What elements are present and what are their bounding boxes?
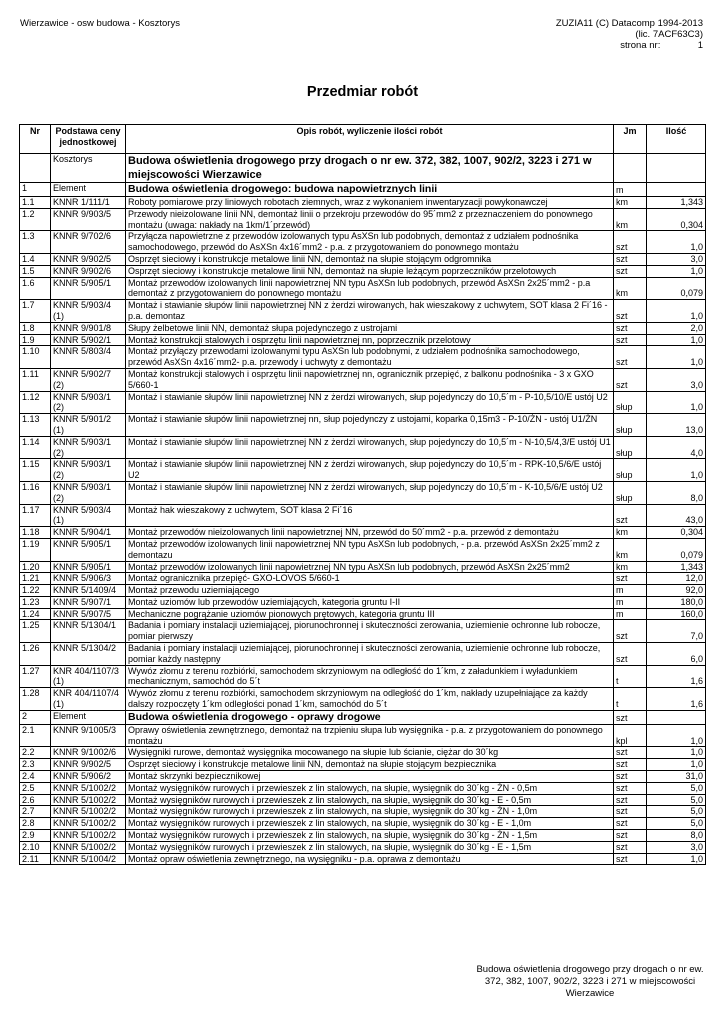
row-unit: szt (614, 231, 647, 254)
row-quantity: 1,0 (647, 231, 706, 254)
row-quantity: 3,0 (647, 368, 706, 391)
row-unit: m (614, 608, 647, 620)
row-quantity: 5,0 (647, 818, 706, 830)
row-quantity: 0,304 (647, 208, 706, 231)
row-unit: słup (614, 414, 647, 437)
row-quantity: 2,0 (647, 322, 706, 334)
table-row (20, 197, 706, 209)
row-basis: KNNR 5/903/4 (1) (51, 504, 126, 527)
row-quantity: 3,0 (647, 841, 706, 853)
row-basis: KNNR 9/902/5 (51, 253, 126, 265)
row-description: Wywóz złomu z terenu rozbiórki, samochodem skrzyniowym na odległość do 1´km, z załadunkiem i wyładunkiem mechanicznym, samochód do 5´t (126, 665, 614, 688)
row-quantity: 1,6 (647, 665, 706, 688)
row-unit: szt (614, 334, 647, 346)
row-number: 1.13 (20, 414, 51, 437)
row-unit: t (614, 665, 647, 688)
row-quantity: 5,0 (647, 794, 706, 806)
row-number: 1.21 (20, 573, 51, 585)
row-quantity: 0,079 (647, 538, 706, 561)
row-unit: słup (614, 436, 647, 459)
row-basis: Element (51, 183, 126, 197)
row-basis: KNNR 9/903/5 (51, 208, 126, 231)
row-unit: kpl (614, 724, 647, 747)
row-quantity: 7,0 (647, 620, 706, 643)
row-number: 1.22 (20, 585, 51, 597)
row-basis: KNNR 9/902/6 (51, 265, 126, 277)
table-row (20, 724, 706, 747)
row-number: 1.4 (20, 253, 51, 265)
row-unit: szt (614, 504, 647, 527)
column-header-quantity: Ilość (647, 125, 706, 154)
table-row (20, 782, 706, 794)
row-unit: km (614, 538, 647, 561)
row-number: 1.24 (20, 608, 51, 620)
table-row (20, 759, 706, 771)
table-row (20, 620, 706, 643)
table-row (20, 710, 706, 724)
row-basis: KNNR 5/906/2 (51, 771, 126, 783)
row-unit: km (614, 277, 647, 300)
row-number: 1.9 (20, 334, 51, 346)
row-unit: szt (614, 643, 647, 666)
row-basis: KNNR 5/1002/2 (51, 841, 126, 853)
row-quantity: 5,0 (647, 782, 706, 794)
table-row (20, 265, 706, 277)
row-quantity: 43,0 (647, 504, 706, 527)
row-basis: KNNR 5/903/1 (2) (51, 481, 126, 504)
row-quantity: 1,0 (647, 334, 706, 346)
row-basis: KNNR 5/907/5 (51, 608, 126, 620)
row-basis: Kosztorys (51, 154, 126, 183)
row-basis: KNNR 5/903/4 (1) (51, 300, 126, 323)
row-number: 1.15 (20, 459, 51, 482)
row-basis: KNNR 5/1002/2 (51, 782, 126, 794)
row-basis: KNNR 5/905/1 (51, 277, 126, 300)
table-row (20, 277, 706, 300)
table-row (20, 253, 706, 265)
row-number: 2 (20, 710, 51, 724)
row-description: Przyłącza napowietrzne z przewodów izolowanych typu AsXSn lub podobnych, demontaż z udziałem podnośnika samochodowego, przewód do AsXSn 4x16´mm2 - p.a. z przygotowaniem do ponownego montażu (126, 231, 614, 254)
row-basis: KNNR 5/1409/4 (51, 585, 126, 597)
row-number: 1.8 (20, 322, 51, 334)
row-quantity: 8,0 (647, 830, 706, 842)
row-description: Wysięgniki rurowe, demontaż wysięgnika mocowanego na słupie lub ścianie, ciężar do 30´kg (126, 747, 614, 759)
row-description: Montaż hak wieszakowy z uchwytem, SOT klasa 2 Fi´16 (126, 504, 614, 527)
row-basis: Element (51, 710, 126, 724)
row-quantity: 8,0 (647, 481, 706, 504)
row-basis: KNNR 9/1005/3 (51, 724, 126, 747)
row-basis: KNNR 5/907/1 (51, 596, 126, 608)
row-number: 1.3 (20, 231, 51, 254)
table-row (20, 154, 706, 183)
table-row (20, 334, 706, 346)
row-number: 1.16 (20, 481, 51, 504)
table-header-row (20, 125, 706, 154)
row-basis: KNNR 5/1002/2 (51, 806, 126, 818)
row-number: 2.1 (20, 724, 51, 747)
table-row (20, 391, 706, 414)
row-quantity: 3,0 (647, 253, 706, 265)
row-basis: KNNR 5/902/1 (51, 334, 126, 346)
row-unit: km (614, 561, 647, 573)
row-description: Słupy żelbetowe linii NN, demontaż słupa pojedynczego z ustrojami (126, 322, 614, 334)
software-info: ZUZIA11 (C) Datacomp 1994-2013 (555, 18, 703, 29)
row-number: 1.26 (20, 643, 51, 666)
row-basis: KNNR 5/903/1 (2) (51, 436, 126, 459)
row-number: 1.10 (20, 346, 51, 369)
row-basis: KNNR 5/1304/1 (51, 620, 126, 643)
row-unit: słup (614, 391, 647, 414)
row-description: Montaż i stawianie słupów linii napowietrznej NN z żerdzi wirowanych, słup pojedynczy do 10,5´m - K-10,5/6/E ustój U2 (126, 481, 614, 504)
row-number: 2.3 (20, 759, 51, 771)
row-unit: szt (614, 710, 647, 724)
table-row (20, 300, 706, 323)
row-description: Montaż wysięgników rurowych i przewieszek z lin stalowych, na słupie, wysięgnik do 30´kg - E - 1,0m (126, 818, 614, 830)
row-description: Badania i pomiary instalacji uziemiającej, piorunochronnej i skuteczności zerowania, uziemienie ochronne lub robocze, pomiar pierwszy (126, 620, 614, 643)
row-basis: KNNR 9/1002/6 (51, 747, 126, 759)
row-number (20, 154, 51, 183)
table-row (20, 183, 706, 197)
row-description: Budowa oświetlenia drogowego - oprawy drogowe (126, 710, 614, 724)
table-row (20, 322, 706, 334)
row-description: Montaż konstrukcji stalowych i osprzętu linii napowietrznej nn, poprzecznik przelotowy (126, 334, 614, 346)
row-description: Montaż opraw oświetlenia zewnętrznego, na wysięgniku - p.a. oprawa z demontażu (126, 853, 614, 865)
table-row (20, 841, 706, 853)
row-quantity: 0,304 (647, 527, 706, 539)
footer-caption: Budowa oświetlenia drogowego przy drogach o nr ew. 372, 382, 1007, 902/2, 3223 i 271 w miejscowości Wierzawice (476, 964, 704, 999)
row-number: 1.14 (20, 436, 51, 459)
table-row (20, 504, 706, 527)
row-description: Osprzęt sieciowy i konstrukcje metalowe linii NN, demontaż na słupie stojącym odgromnika (126, 253, 614, 265)
table-row (20, 830, 706, 842)
table-row (20, 231, 706, 254)
table-row (20, 527, 706, 539)
table-row (20, 806, 706, 818)
row-quantity: 6,0 (647, 643, 706, 666)
row-quantity: 1,0 (647, 853, 706, 865)
row-basis: KNR 404/1107/3 (1) (51, 665, 126, 688)
row-quantity: 13,0 (647, 414, 706, 437)
row-quantity: 1,343 (647, 561, 706, 573)
row-description: Montaż uziomów lub przewodów uziemiających, kategoria gruntu I-II (126, 596, 614, 608)
document-header-right (556, 18, 703, 51)
row-basis: KNNR 5/1002/2 (51, 818, 126, 830)
row-number: 1.6 (20, 277, 51, 300)
document-header-left: Wierzawice - osw budowa - Kosztorys (20, 18, 180, 29)
row-description: Budowa oświetlenia drogowego przy drogach o nr ew. 372, 382, 1007, 902/2, 3223 i 271 w miejscowości Wierzawice (126, 154, 614, 183)
row-unit: szt (614, 573, 647, 585)
row-number: 2.5 (20, 782, 51, 794)
row-unit: szt (614, 322, 647, 334)
row-number: 1.7 (20, 300, 51, 323)
row-quantity: 1,0 (647, 265, 706, 277)
row-quantity: 92,0 (647, 585, 706, 597)
row-number: 2.11 (20, 853, 51, 865)
row-description: Montaż i stawianie słupów linii napowietrznej NN z żerdzi wirowanych, słup pojedynczy do 10,5´m - RPK-10,5/6/E ustój U2 (126, 459, 614, 482)
row-description: Osprzęt sieciowy i konstrukcje metalowe linii NN, demontaż na słupie stojącym bezpiecznika (126, 759, 614, 771)
table-row (20, 436, 706, 459)
page-number-line (556, 40, 703, 51)
row-number: 2.10 (20, 841, 51, 853)
table-row (20, 794, 706, 806)
row-description: Montaż przewodu uziemiającego (126, 585, 614, 597)
row-unit: m (614, 596, 647, 608)
row-number: 1.20 (20, 561, 51, 573)
table-row (20, 481, 706, 504)
row-number: 1.18 (20, 527, 51, 539)
table-row (20, 688, 706, 711)
row-description: Osprzęt sieciowy i konstrukcje metalowe linii NN, demontaż na słupie leżącym poprzeczników przelotowych (126, 265, 614, 277)
row-quantity (647, 183, 706, 197)
row-description: Montaż przewodów izolowanych linii napowietrznej NN typu AsXSn lub podobnych, przewód AsXSn 2x25´mm2 - p.a demontaż z przygotowaniem do ponownego montażu (126, 277, 614, 300)
row-description: Montaż skrzynki bezpiecznikowej (126, 771, 614, 783)
row-basis: KNNR 5/905/1 (51, 561, 126, 573)
row-basis: KNNR 5/906/3 (51, 573, 126, 585)
table-row (20, 561, 706, 573)
row-description: Montaż konstrukcji stalowych i osprzętu linii napowietrznej nn, ogranicznik przepięć, z balkonu podnośnika - 3 x GXO 5/660-1 (126, 368, 614, 391)
row-unit: szt (614, 841, 647, 853)
row-description: Oprawy oświetlenia zewnętrznego, demontaż na trzpieniu słupa lub wysięgnika - p.a. z przygotowaniem do ponownego montażu (126, 724, 614, 747)
table-row (20, 853, 706, 865)
row-number: 1.19 (20, 538, 51, 561)
row-basis: KNR 404/1107/4 (1) (51, 688, 126, 711)
row-basis: KNNR 5/901/2 (1) (51, 414, 126, 437)
row-unit: szt (614, 794, 647, 806)
row-quantity: 1,0 (647, 724, 706, 747)
row-quantity: 1,0 (647, 459, 706, 482)
row-description: Montaż i stawianie słupów linii napowietrznej NN z żerdzi wirowanych, słup pojedynczy do 10,5´m - N-10,5/4,3/E ustój U1 (126, 436, 614, 459)
row-unit: słup (614, 481, 647, 504)
row-unit: km (614, 208, 647, 231)
table-row (20, 346, 706, 369)
row-quantity: 5,0 (647, 806, 706, 818)
table-row (20, 368, 706, 391)
row-number: 2.8 (20, 818, 51, 830)
row-basis: KNNR 9/901/8 (51, 322, 126, 334)
page-title: Przedmiar robót (306, 84, 419, 100)
row-basis: KNNR 9/702/6 (51, 231, 126, 254)
row-unit: szt (614, 782, 647, 794)
row-description: Roboty pomiarowe przy liniowych robotach ziemnych, wraz z wykonaniem inwentaryzacji powykonawczej (126, 197, 614, 209)
license-info: (lic. 7ACF63C3) (635, 29, 703, 40)
row-quantity: 1,0 (647, 346, 706, 369)
table-row (20, 608, 706, 620)
estimate-table (19, 124, 706, 865)
row-description: Montaż przyłączy przewodami izolowanymi typu AsXSn lub podobnymi, z udziałem podnośnika samochodowego, przewód AsXSn 4x16´mm2- p.a. przewody i uchwyty z demontażu (126, 346, 614, 369)
row-quantity: 160,0 (647, 608, 706, 620)
row-quantity: 1,6 (647, 688, 706, 711)
row-number: 1.2 (20, 208, 51, 231)
row-basis: KNNR 5/904/1 (51, 527, 126, 539)
row-description: Montaż wysięgników rurowych i przewieszek z lin stalowych, na słupie, wysięgnik do 30´kg - E - 1,5m (126, 841, 614, 853)
row-unit: szt (614, 759, 647, 771)
row-basis: KNNR 5/1002/2 (51, 830, 126, 842)
row-quantity: 180,0 (647, 596, 706, 608)
row-unit: słup (614, 459, 647, 482)
row-quantity: 4,0 (647, 436, 706, 459)
row-unit: szt (614, 830, 647, 842)
row-unit: szt (614, 368, 647, 391)
row-quantity: 1,0 (647, 391, 706, 414)
row-description: Przewody nieizolowane linii NN, demontaż linii o przekroju przewodów do 95´mm2 z przeznaczeniem do ponownego montażu (uwaga: nakłady na 1km/1´przewód) (126, 208, 614, 231)
row-number: 2.2 (20, 747, 51, 759)
row-number: 1 (20, 183, 51, 197)
table-row (20, 208, 706, 231)
row-basis: KNNR 5/1002/2 (51, 794, 126, 806)
table-row (20, 665, 706, 688)
row-unit: szt (614, 265, 647, 277)
row-number: 1.5 (20, 265, 51, 277)
row-unit: szt (614, 853, 647, 865)
row-description: Mechaniczne pogrążanie uziomów pionowych prętowych, kategoria gruntu III (126, 608, 614, 620)
row-description: Montaż i stawianie słupów linii napowietrznej nn, słup pojedynczy z ustojami, koparka 0,15m3 - P-10/ŻN - ustój U1/ŻN (126, 414, 614, 437)
table-row (20, 459, 706, 482)
table-row (20, 573, 706, 585)
table-row (20, 538, 706, 561)
row-description: Montaż wysięgników rurowych i przewieszek z lin stalowych, na słupie, wysięgnik do 30´kg - ŻN - 1,5m (126, 830, 614, 842)
table-row (20, 771, 706, 783)
table-row (20, 818, 706, 830)
row-basis: KNNR 5/902/7 (2) (51, 368, 126, 391)
row-unit (614, 154, 647, 183)
row-description: Montaż i stawianie słupów linii napowietrznej NN z żerdzi wirowanych, słup pojedynczy do 10,5´m - P-10,5/10/E ustój U2 (126, 391, 614, 414)
row-unit: szt (614, 806, 647, 818)
row-number: 1.1 (20, 197, 51, 209)
row-number: 1.17 (20, 504, 51, 527)
row-description: Montaż przewodów izolowanych linii napowietrznej NN typu AsXSn lub podobnych, - p.a. przewód AsXSn 2x25´mm2 z demontazu (126, 538, 614, 561)
row-quantity: 31,0 (647, 771, 706, 783)
column-header-unit: Jm (614, 125, 647, 154)
row-description: Budowa oświetlenia drogowego: budowa napowietrznych linii (126, 183, 614, 197)
column-header-basis: Podstawa ceny jednostkowej (51, 125, 126, 154)
row-unit: t (614, 688, 647, 711)
column-header-nr: Nr (20, 125, 51, 154)
row-unit: szt (614, 771, 647, 783)
table-row (20, 585, 706, 597)
row-quantity (647, 710, 706, 724)
row-description: Badania i pomiary instalacji uziemiającej, piorunochronnej i skuteczności zerowania, uziemienie ochronne lub robocze, pomiar każdy następny (126, 643, 614, 666)
row-description: Wywóz złomu z terenu rozbiórki, samochodem skrzyniowym na odległość do 1´km, nakłady uzupełniające za każdy dalszy rozpoczęty 1´km odległości ponad 1´km, samochód do 5´t (126, 688, 614, 711)
row-number: 1.23 (20, 596, 51, 608)
row-basis: KNNR 5/905/1 (51, 538, 126, 561)
table-row (20, 643, 706, 666)
row-basis: KNNR 5/1304/2 (51, 643, 126, 666)
table-row (20, 596, 706, 608)
row-basis: KNNR 5/1004/2 (51, 853, 126, 865)
page-number: 1 (697, 40, 703, 51)
table-row (20, 414, 706, 437)
row-description: Montaż wysięgników rurowych i przewieszek z lin stalowych, na słupie, wysięgnik do 30´kg - E - 0,5m (126, 794, 614, 806)
row-description: Montaż wysięgników rurowych i przewieszek z lin stalowych, na słupie, wysięgnik do 30´kg - ŻN - 1,0m (126, 806, 614, 818)
table-row (20, 747, 706, 759)
row-unit: km (614, 527, 647, 539)
row-unit: m (614, 585, 647, 597)
row-basis: KNNR 1/111/1 (51, 197, 126, 209)
row-description: Montaż wysięgników rurowych i przewieszek z lin stalowych, na słupie, wysięgnik do 30´kg - ŻN - 0,5m (126, 782, 614, 794)
page-label: strona nr: (620, 40, 661, 51)
row-number: 1.25 (20, 620, 51, 643)
row-quantity (647, 154, 706, 183)
row-number: 1.27 (20, 665, 51, 688)
row-quantity: 1,0 (647, 300, 706, 323)
row-number: 1.28 (20, 688, 51, 711)
row-basis: KNNR 9/902/5 (51, 759, 126, 771)
row-unit: szt (614, 346, 647, 369)
row-quantity: 1,343 (647, 197, 706, 209)
row-unit: szt (614, 818, 647, 830)
row-unit: szt (614, 253, 647, 265)
row-description: Montaż przewodów izolowanych linii napowietrznej NN typu AsXSn lub podobnych, przewód AsXSn 2x25´mm2 (126, 561, 614, 573)
row-basis: KNNR 5/803/4 (51, 346, 126, 369)
row-quantity: 1,0 (647, 759, 706, 771)
row-quantity: 1,0 (647, 747, 706, 759)
row-quantity: 12,0 (647, 573, 706, 585)
row-number: 2.9 (20, 830, 51, 842)
row-quantity: 0,079 (647, 277, 706, 300)
row-unit: m (614, 183, 647, 197)
row-number: 2.4 (20, 771, 51, 783)
row-unit: szt (614, 620, 647, 643)
row-description: Montaż ogranicznika przepięć- GXO-LOVOS 5/660-1 (126, 573, 614, 585)
row-basis: KNNR 5/903/1 (2) (51, 391, 126, 414)
row-basis: KNNR 5/903/1 (2) (51, 459, 126, 482)
row-number: 1.12 (20, 391, 51, 414)
row-number: 2.7 (20, 806, 51, 818)
row-number: 1.11 (20, 368, 51, 391)
row-number: 2.6 (20, 794, 51, 806)
row-unit: szt (614, 300, 647, 323)
column-header-description: Opis robót, wyliczenie ilości robót (126, 125, 614, 154)
row-description: Montaż i stawianie słupów linii napowietrznej NN z żerdzi wirowanych, hak wieszakowy z uchwytem, SOT klasa 2 Fi´16 - p.a. demontaz (126, 300, 614, 323)
row-unit: szt (614, 747, 647, 759)
row-description: Montaż przewodów nieizolowanych linii napowietrznej NN, przewód do 50´mm2 - p.a. przewód z demontażu (126, 527, 614, 539)
row-unit: km (614, 197, 647, 209)
